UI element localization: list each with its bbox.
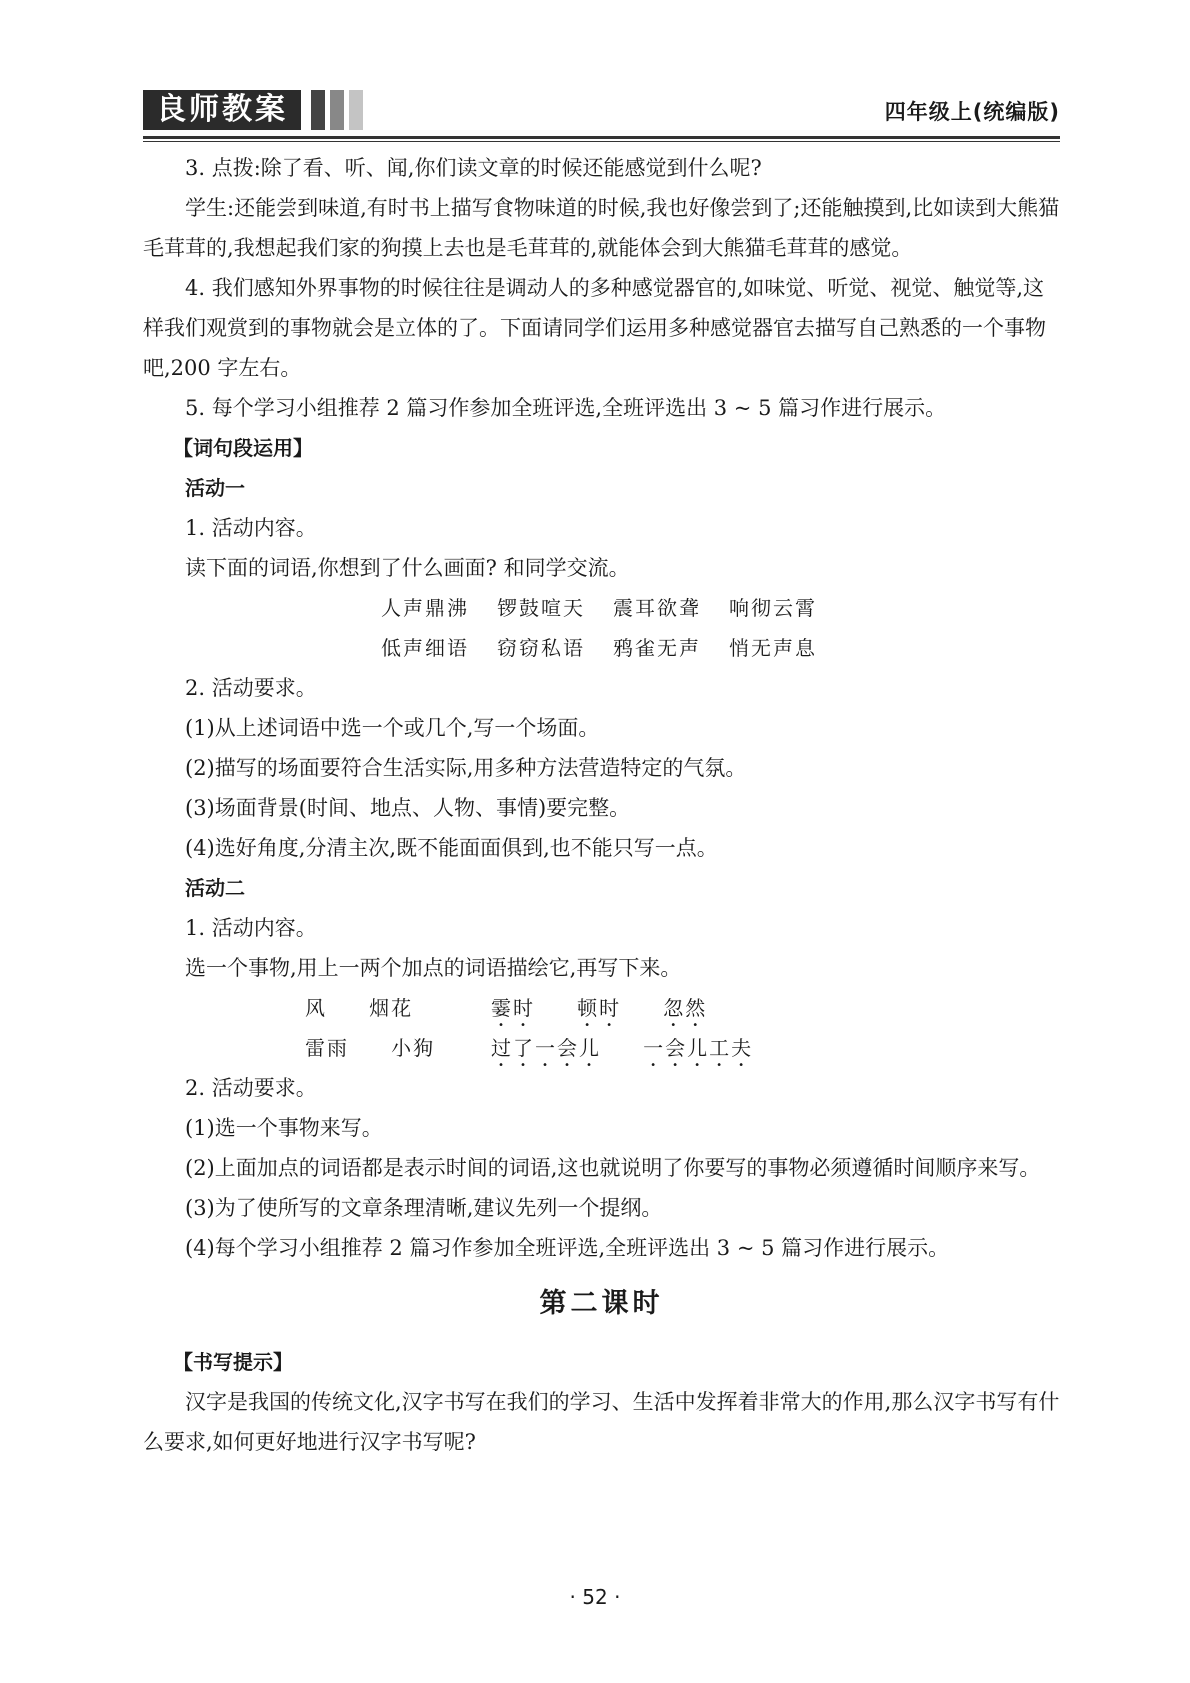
word-row-quiet xyxy=(143,628,1060,668)
word-item: 低声细语 xyxy=(381,636,469,660)
series-logo: 良师教案 xyxy=(143,90,301,130)
word-item: 窃窃私语 xyxy=(497,636,585,660)
activity-two-req: (4)每个学习小组推荐 2 篇习作参加全班评选,全班评选出 3 ~ 5 篇习作进行展示。 xyxy=(185,1236,950,1260)
header-rule-thick xyxy=(143,136,1060,139)
activity-one-req: (4)选好角度,分清主次,既不能面面俱到,也不能只写一点。 xyxy=(185,836,718,860)
dotted-words xyxy=(491,988,707,1031)
word-item: 锣鼓喧天 xyxy=(497,596,585,620)
activity-one-content-label: 1. 活动内容。 xyxy=(185,516,317,540)
logo-bar-light xyxy=(349,90,363,130)
dotted-word: 忽然 xyxy=(663,996,708,1020)
activity-one-req: (1)从上述词语中选一个或几个,写一个场面。 xyxy=(185,716,600,740)
activity-two-req: (2)上面加点的词语都是表示时间的词语,这也就说明了你要写的事物必须遵循时间顺序来写。 xyxy=(185,1156,1041,1180)
activity-two-instruction: 选一个事物,用上一两个加点的词语描绘它,再写下来。 xyxy=(185,956,682,980)
activity-two-title: 活动二 xyxy=(185,876,245,900)
word-item: 悄无声息 xyxy=(729,636,817,660)
page-header xyxy=(143,86,1060,136)
dotted-word: 一会儿工夫 xyxy=(643,1036,754,1060)
activity-one-title: 活动一 xyxy=(185,476,245,500)
activity-one-req: (2)描写的场面要符合生活实际,用多种方法营造特定的气氛。 xyxy=(185,756,747,780)
section-title-writing: 【书写提示】 xyxy=(173,1350,293,1374)
activity-one-req-label: 2. 活动要求。 xyxy=(185,676,317,700)
logo-bar-mid xyxy=(330,90,344,130)
thing-row-2 xyxy=(143,1028,1060,1068)
page-body xyxy=(143,148,1060,1462)
page-number: · 52 · xyxy=(569,1585,621,1609)
word-item: 震耳欲聋 xyxy=(613,596,701,620)
activity-two-req-label: 2. 活动要求。 xyxy=(185,1076,317,1100)
logo-bar-dark xyxy=(311,90,325,130)
header-rule-thin xyxy=(143,141,1060,142)
activity-two-content-label: 1. 活动内容。 xyxy=(185,916,317,940)
lesson-title: 第二课时 xyxy=(539,1288,664,1319)
paragraph-hint: 3. 点拨:除了看、听、闻,你们读文章的时候还能感觉到什么呢? xyxy=(185,156,762,180)
word-item: 响彻云霄 xyxy=(729,596,817,620)
paragraph-student: 学生:还能尝到味道,有时书上描写食物味道的时候,我也好像尝到了;还能触摸到,比如读到大熊猫毛茸茸的,我想起我们家的狗摸上去也是毛茸茸的,就能体会到大熊猫毛茸茸的感觉。 xyxy=(143,196,1060,260)
word-item: 鸦雀无声 xyxy=(613,636,701,660)
activity-one-instruction: 读下面的词语,你想到了什么画面? 和同学交流。 xyxy=(185,556,630,580)
paragraph-writing: 汉字是我国的传统文化,汉字书写在我们的学习、生活中发挥着非常大的作用,那么汉字书写有什么要求,如何更好地进行汉字书写呢? xyxy=(143,1390,1060,1454)
paragraph-senses: 4. 我们感知外界事物的时候往往是调动人的多种感觉器官的,如味觉、听觉、视觉、触觉等,这样我们观赏到的事物就会是立体的了。下面请同学们运用多种感觉器官去描写自己熟悉的一个事物吧,200 字左右。 xyxy=(143,276,1046,380)
word-row-loud xyxy=(143,588,1060,628)
paragraph-group: 5. 每个学习小组推荐 2 篇习作参加全班评选,全班评选出 3 ~ 5 篇习作进行展示。 xyxy=(185,396,947,420)
grade-label: 四年级上(统编版) xyxy=(884,100,1060,124)
dotted-words xyxy=(491,1028,753,1071)
dotted-word: 霎时 xyxy=(491,996,535,1020)
section-title-words: 【词句段运用】 xyxy=(173,436,313,460)
activity-one-req: (3)场面背景(时间、地点、人物、事情)要完整。 xyxy=(185,796,631,820)
thing-words: 风 烟花 xyxy=(305,996,414,1020)
dotted-word: 顿时 xyxy=(577,996,622,1020)
activity-two-req: (1)选一个事物来写。 xyxy=(185,1116,383,1140)
thing-row-1 xyxy=(143,988,1060,1028)
thing-words: 雷雨 小狗 xyxy=(305,1036,436,1060)
activity-two-req: (3)为了使所写的文章条理清晰,建议先列一个提纲。 xyxy=(185,1196,663,1220)
word-item: 人声鼎沸 xyxy=(381,596,469,620)
dotted-word: 过了一会儿 xyxy=(491,1036,601,1060)
